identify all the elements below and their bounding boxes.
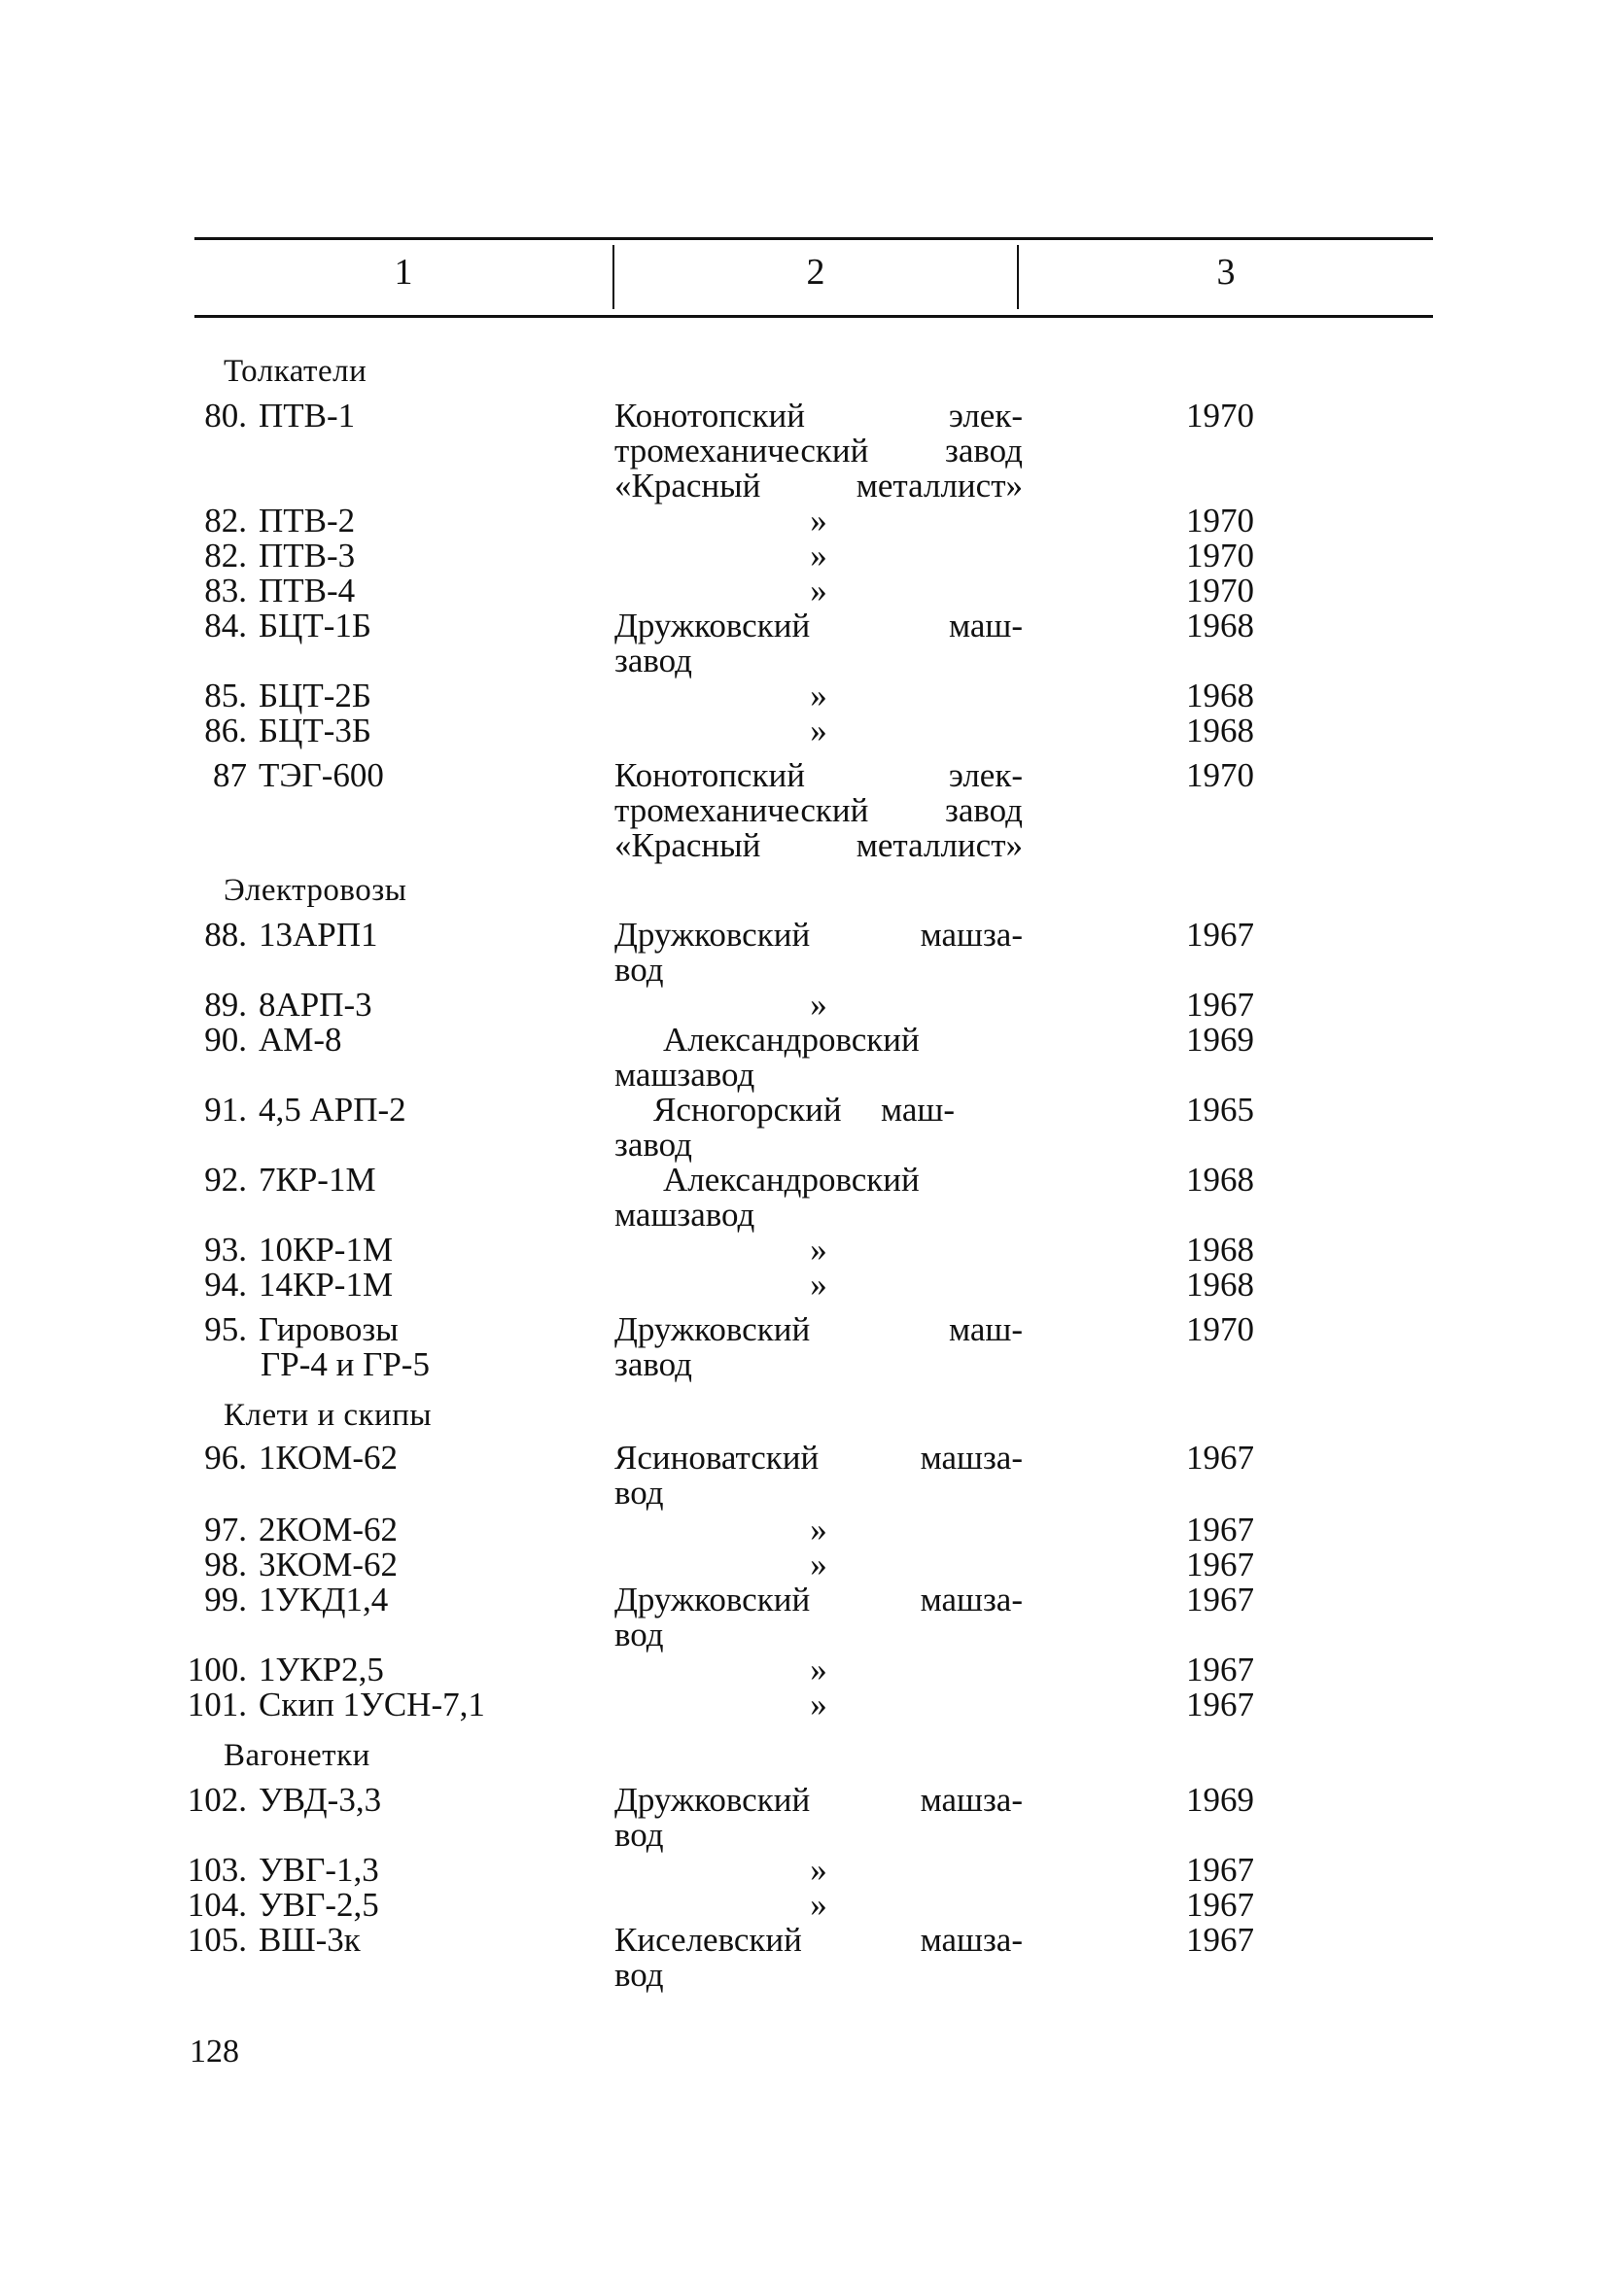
maker-line: Конотопский элек- — [614, 397, 1023, 435]
row-number: 94. — [204, 1266, 247, 1304]
maker-line: тромеханический завод — [614, 791, 1023, 829]
ditto-mark: » — [810, 1231, 827, 1269]
row-number: 95. — [204, 1310, 247, 1348]
row-number: 105. — [187, 1921, 247, 1959]
row-number: 85. — [204, 677, 247, 714]
maker-line: «Красный металлист» — [614, 467, 1023, 504]
row-number: 101. — [187, 1686, 247, 1723]
item-name: ПТВ-1 — [259, 397, 356, 435]
year: 1970 — [1186, 502, 1254, 539]
maker-line: тромеханический завод — [614, 432, 1023, 470]
row-number: 91. — [204, 1091, 247, 1129]
year: 1970 — [1186, 537, 1254, 574]
section-title: Вагонетки — [224, 1738, 370, 1773]
year: 1967 — [1186, 1439, 1254, 1477]
item-name: УВГ-1,3 — [259, 1851, 379, 1889]
maker-line: Дружковский маш- — [614, 1310, 1023, 1348]
row-number: 96. — [204, 1439, 247, 1477]
row-number: 90. — [204, 1021, 247, 1059]
ditto-mark: » — [810, 1686, 827, 1723]
maker-line: «Красный металлист» — [614, 826, 1023, 864]
year: 1967 — [1186, 1581, 1254, 1618]
year: 1968 — [1186, 1161, 1254, 1199]
row-number: 100. — [187, 1651, 247, 1688]
ditto-mark: » — [810, 537, 827, 574]
maker-line: Дружковский машза- — [614, 1581, 1023, 1618]
maker-line: вод — [614, 951, 664, 989]
row-number: 102. — [187, 1781, 247, 1819]
item-name-continued: ГР-4 и ГР-5 — [261, 1345, 430, 1383]
item-name: Скип 1УСН-7,1 — [259, 1686, 485, 1723]
maker-line: Дружковский машза- — [614, 916, 1023, 954]
header-col-1: 1 — [394, 252, 413, 293]
row-number: 97. — [204, 1511, 247, 1548]
item-name: БЦТ-1Б — [259, 607, 372, 644]
year: 1967 — [1186, 1511, 1254, 1548]
year: 1967 — [1186, 1886, 1254, 1924]
year: 1968 — [1186, 607, 1254, 644]
maker-line: Ясиноватский машза- — [614, 1439, 1023, 1477]
row-number: 88. — [204, 916, 247, 954]
ditto-mark: » — [810, 502, 827, 539]
header-col-3: 3 — [1216, 252, 1236, 293]
year: 1969 — [1186, 1021, 1254, 1059]
row-number: 104. — [187, 1886, 247, 1924]
item-name: БЦТ-3Б — [259, 712, 372, 749]
item-name: ПТВ-4 — [259, 572, 356, 609]
year: 1967 — [1186, 1686, 1254, 1723]
item-name: 10КР-1М — [259, 1231, 394, 1269]
item-name: 4,5 АРП-2 — [259, 1091, 406, 1129]
ditto-mark: » — [810, 572, 827, 609]
row-number: 87 — [213, 756, 247, 794]
year: 1967 — [1186, 1546, 1254, 1583]
ditto-mark: » — [810, 1851, 827, 1889]
year: 1968 — [1186, 1231, 1254, 1269]
ditto-mark: » — [810, 1651, 827, 1688]
maker-line: машзавод — [614, 1056, 755, 1094]
row-number: 98. — [204, 1546, 247, 1583]
item-name: ПТВ-3 — [259, 537, 356, 574]
item-name: АМ-8 — [259, 1021, 342, 1059]
item-name: УВД-3,3 — [259, 1781, 382, 1819]
maker-line: Дружковский маш- — [614, 607, 1023, 644]
item-name: ВШ-3к — [259, 1921, 361, 1959]
year: 1970 — [1186, 1310, 1254, 1348]
item-name: УВГ-2,5 — [259, 1886, 379, 1924]
ditto-mark: » — [810, 1886, 827, 1924]
item-name: 1УКР2,5 — [259, 1651, 384, 1688]
header-bottom-rule — [194, 315, 1433, 318]
year: 1970 — [1186, 572, 1254, 609]
item-name: Гировозы — [259, 1310, 399, 1348]
year: 1967 — [1186, 986, 1254, 1024]
item-name: БЦТ-2Б — [259, 677, 372, 714]
ditto-mark: » — [810, 677, 827, 714]
maker-line: вод — [614, 1956, 664, 1994]
row-number: 92. — [204, 1161, 247, 1199]
item-name: 13АРП1 — [259, 916, 378, 954]
section-title: Электровозы — [224, 873, 407, 908]
maker-line: Ясногорский маш- — [653, 1091, 955, 1129]
maker-line: завод — [614, 642, 692, 679]
year: 1967 — [1186, 1651, 1254, 1688]
row-number: 86. — [204, 712, 247, 749]
item-name: 3КОМ-62 — [259, 1546, 399, 1583]
section-title: Клети и скипы — [224, 1398, 433, 1433]
year: 1969 — [1186, 1781, 1254, 1819]
section-title: Толкатели — [224, 354, 367, 389]
ditto-mark: » — [810, 712, 827, 749]
maker-line: Александровский — [663, 1161, 920, 1199]
item-name: 8АРП-3 — [259, 986, 372, 1024]
item-name: ТЭГ-600 — [259, 756, 384, 794]
maker-line: завод — [614, 1345, 692, 1383]
row-number: 93. — [204, 1231, 247, 1269]
item-name: 2КОМ-62 — [259, 1511, 399, 1548]
year: 1968 — [1186, 712, 1254, 749]
item-name: 7КР-1М — [259, 1161, 376, 1199]
row-number: 84. — [204, 607, 247, 644]
item-name: ПТВ-2 — [259, 502, 356, 539]
item-name: 1КОМ-62 — [259, 1439, 399, 1477]
year: 1970 — [1186, 397, 1254, 435]
maker-line: вод — [614, 1816, 664, 1854]
maker-line: Конотопский элек- — [614, 756, 1023, 794]
year: 1967 — [1186, 916, 1254, 954]
maker-line: вод — [614, 1474, 664, 1512]
item-name: 1УКД1,4 — [259, 1581, 389, 1618]
year: 1968 — [1186, 1266, 1254, 1304]
maker-line: Киселевский машза- — [614, 1921, 1023, 1959]
row-number: 82. — [204, 537, 247, 574]
row-number: 103. — [187, 1851, 247, 1889]
year: 1967 — [1186, 1921, 1254, 1959]
year: 1967 — [1186, 1851, 1254, 1889]
year: 1965 — [1186, 1091, 1254, 1129]
item-name: 14КР-1М — [259, 1266, 394, 1304]
year: 1970 — [1186, 756, 1254, 794]
header-top-rule — [194, 237, 1433, 240]
row-number: 89. — [204, 986, 247, 1024]
maker-line: Дружковский машза- — [614, 1781, 1023, 1819]
ditto-mark: » — [810, 986, 827, 1024]
maker-line: завод — [614, 1126, 692, 1164]
page-number: 128 — [190, 2034, 239, 2070]
ditto-mark: » — [810, 1546, 827, 1583]
header-col-2: 2 — [806, 252, 825, 293]
ditto-mark: » — [810, 1266, 827, 1304]
maker-line: машзавод — [614, 1196, 755, 1234]
row-number: 80. — [204, 397, 247, 435]
maker-line: вод — [614, 1616, 664, 1653]
row-number: 82. — [204, 502, 247, 539]
maker-line: Александровский — [663, 1021, 920, 1059]
row-number: 83. — [204, 572, 247, 609]
row-number: 99. — [204, 1581, 247, 1618]
year: 1968 — [1186, 677, 1254, 714]
ditto-mark: » — [810, 1511, 827, 1548]
